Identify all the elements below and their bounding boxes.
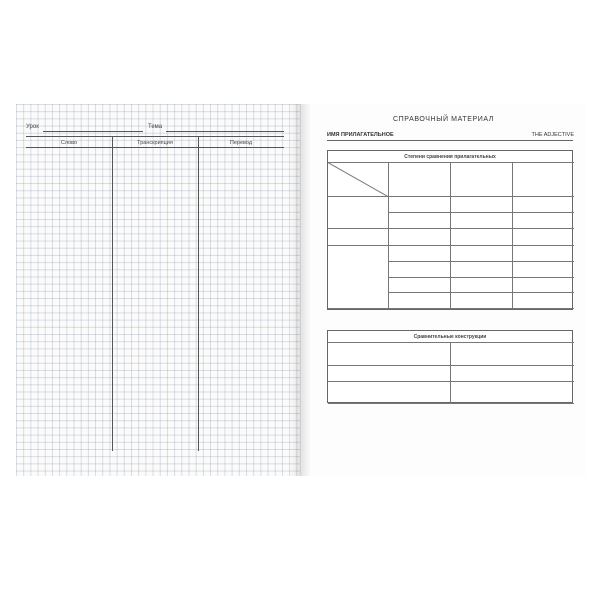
corner-diagonal: [328, 162, 388, 197]
construction-row-border: [328, 381, 574, 382]
constructions-table: [327, 330, 573, 403]
title-rule: [327, 140, 573, 141]
adjective-title-ru: ИМЯ ПРИЛАГАТЕЛЬНОЕ: [327, 132, 394, 138]
lesson-label: Урок: [26, 124, 39, 130]
construction-row-border: [328, 403, 574, 404]
adjective-title-en: THE ADJECTIVE: [531, 132, 574, 138]
group-border: [328, 245, 574, 246]
vocabulary-page: [16, 104, 301, 476]
group-border: [328, 308, 574, 309]
construction-row-border: [328, 365, 574, 366]
spine-shadow: [301, 104, 311, 476]
topic-line[interactable]: [166, 131, 284, 132]
reference-page: [301, 104, 586, 476]
notebook-spread: [16, 104, 586, 476]
construction-column-border: [450, 342, 451, 403]
topic-label: Тема: [148, 124, 163, 130]
degrees-table-title: Степени сравнения прилагательных: [404, 154, 496, 160]
column-divider-2: [198, 136, 199, 451]
header-bottom-border: [26, 147, 284, 148]
column-border: [512, 162, 513, 308]
lesson-line[interactable]: [43, 131, 143, 132]
spine-shadow: [290, 104, 300, 476]
group-border: [328, 228, 574, 229]
column-divider-1: [112, 136, 113, 451]
lesson-topic-row: [26, 124, 284, 134]
header-top-border: [328, 162, 574, 163]
reference-title: СПРАВОЧНЫЙ МАТЕРИАЛ: [393, 116, 494, 123]
column-border: [450, 162, 451, 308]
column-header-word: Слово: [60, 140, 78, 146]
table-top-border: [26, 136, 284, 137]
degrees-table: [327, 150, 573, 310]
constructions-header-border: [328, 342, 574, 343]
column-border: [388, 162, 389, 308]
column-header-transcription: Транскрипция: [137, 140, 173, 146]
constructions-table-title: Сравнительные конструкции: [413, 334, 487, 340]
column-header-translation: Перевод: [229, 140, 253, 146]
header-bottom-border: [328, 196, 574, 197]
